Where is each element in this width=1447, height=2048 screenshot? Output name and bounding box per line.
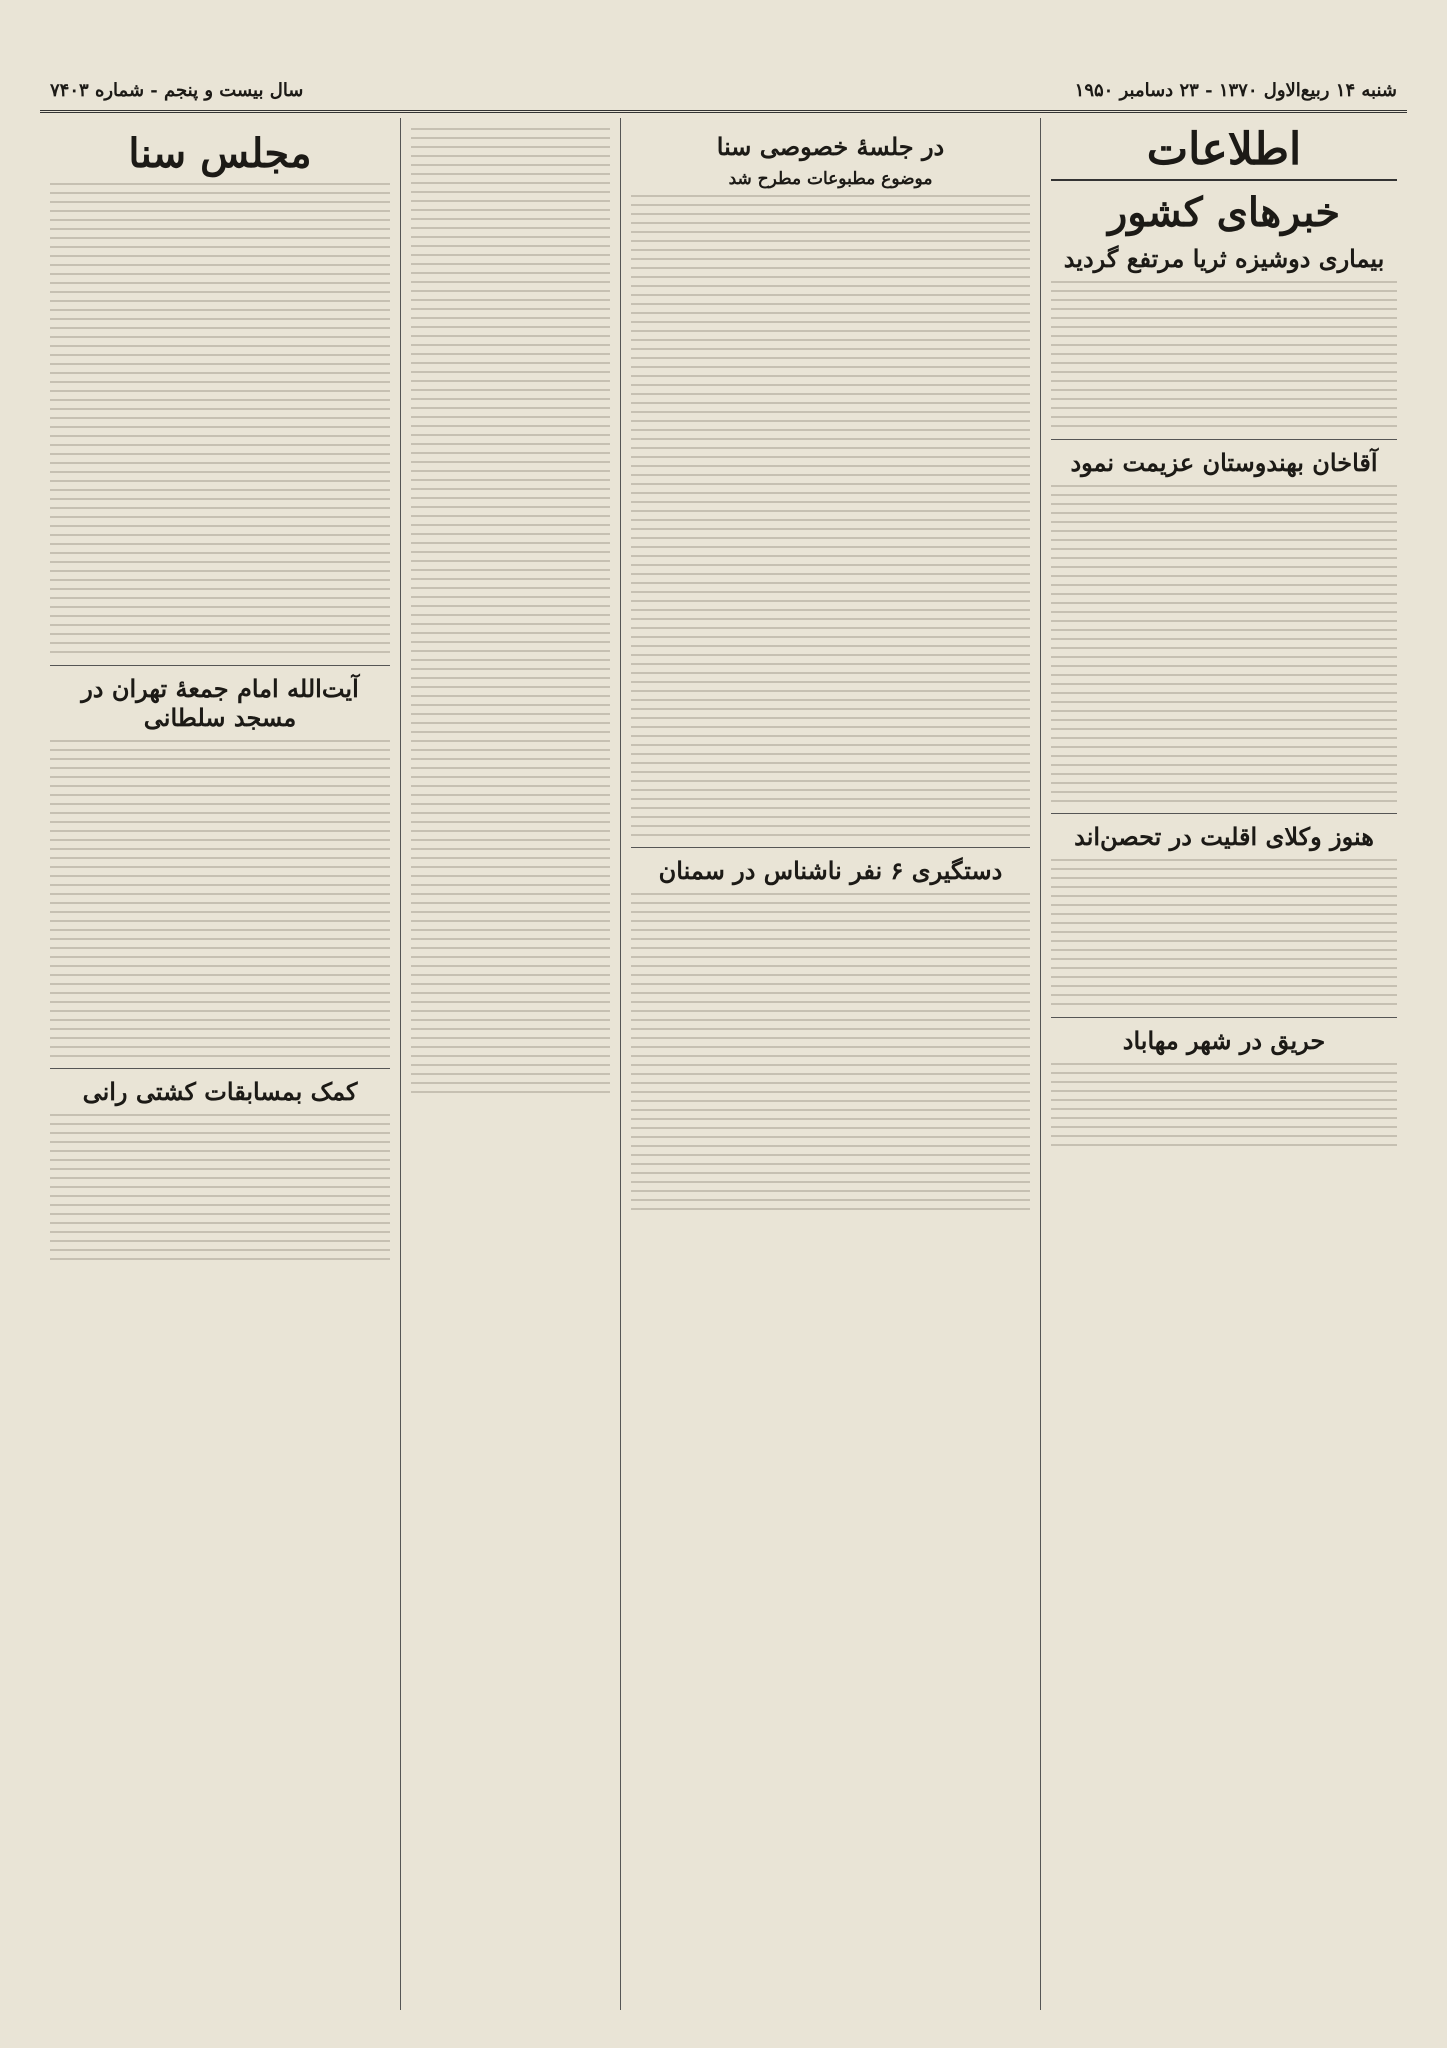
masthead: اطلاعات: [1051, 124, 1397, 181]
headline-senate: مجلس سنا: [128, 130, 312, 177]
headline-press-law: موضوع مطبوعات مطرح شد: [728, 169, 933, 189]
headline-ayatollah: آیت‌الله امام جمعهٔ تهران در مسجد سلطانی: [81, 674, 359, 732]
body-text-block: [1051, 859, 1397, 1009]
column-senate: [40, 118, 400, 2010]
headline-country-news: خبرهای کشور: [1107, 189, 1341, 236]
body-text-block: [411, 452, 610, 772]
newspaper-page: [40, 70, 1407, 2010]
body-text-block: [631, 893, 1030, 1213]
dateline-issue: سال بیست و پنجم - شماره ۷۴۰۳: [50, 79, 304, 101]
body-text-block: [411, 128, 610, 448]
body-text-block: [411, 776, 610, 1096]
body-text-block: [50, 183, 390, 503]
body-text-block: [1051, 1063, 1397, 1153]
body-text-block: [1051, 281, 1397, 431]
headline-mahabad-fire: حریق در شهر مهاباد: [1122, 1026, 1326, 1055]
headline-private-session: در جلسهٔ خصوصی سنا: [716, 132, 945, 161]
columns: [40, 118, 1407, 2010]
headline-wrestling: کمک بمسابقات کشتی رانی: [82, 1077, 358, 1106]
headline-aga-khan: آقاخان بهندوستان عزیمت نمود: [1070, 448, 1378, 477]
body-text-block: [50, 1114, 390, 1264]
body-text-block: [50, 507, 390, 657]
column-narrow: [400, 118, 620, 2010]
column-private-session: [620, 118, 1040, 2010]
headline-arrests: دستگیری ۶ نفر ناشناس در سمنان: [658, 856, 1003, 885]
column-country-news: [1040, 118, 1407, 2010]
body-text-block: [50, 740, 390, 1060]
body-text-block: [1051, 485, 1397, 805]
headline-minorities: هنوز وکلای اقلیت در تحصن‌اند: [1074, 822, 1374, 851]
headline-girl-illness: بیماری دوشیزه ثریا مرتفع گردید: [1063, 244, 1385, 273]
dateline-center: شنبه ۱۴ ربیع‌الاول ۱۳۷۰ - ۲۳ دسامبر ۱۹۵۰: [1074, 79, 1397, 101]
body-text-block: [631, 195, 1030, 515]
dateline: [40, 70, 1407, 113]
body-text-block: [631, 519, 1030, 839]
